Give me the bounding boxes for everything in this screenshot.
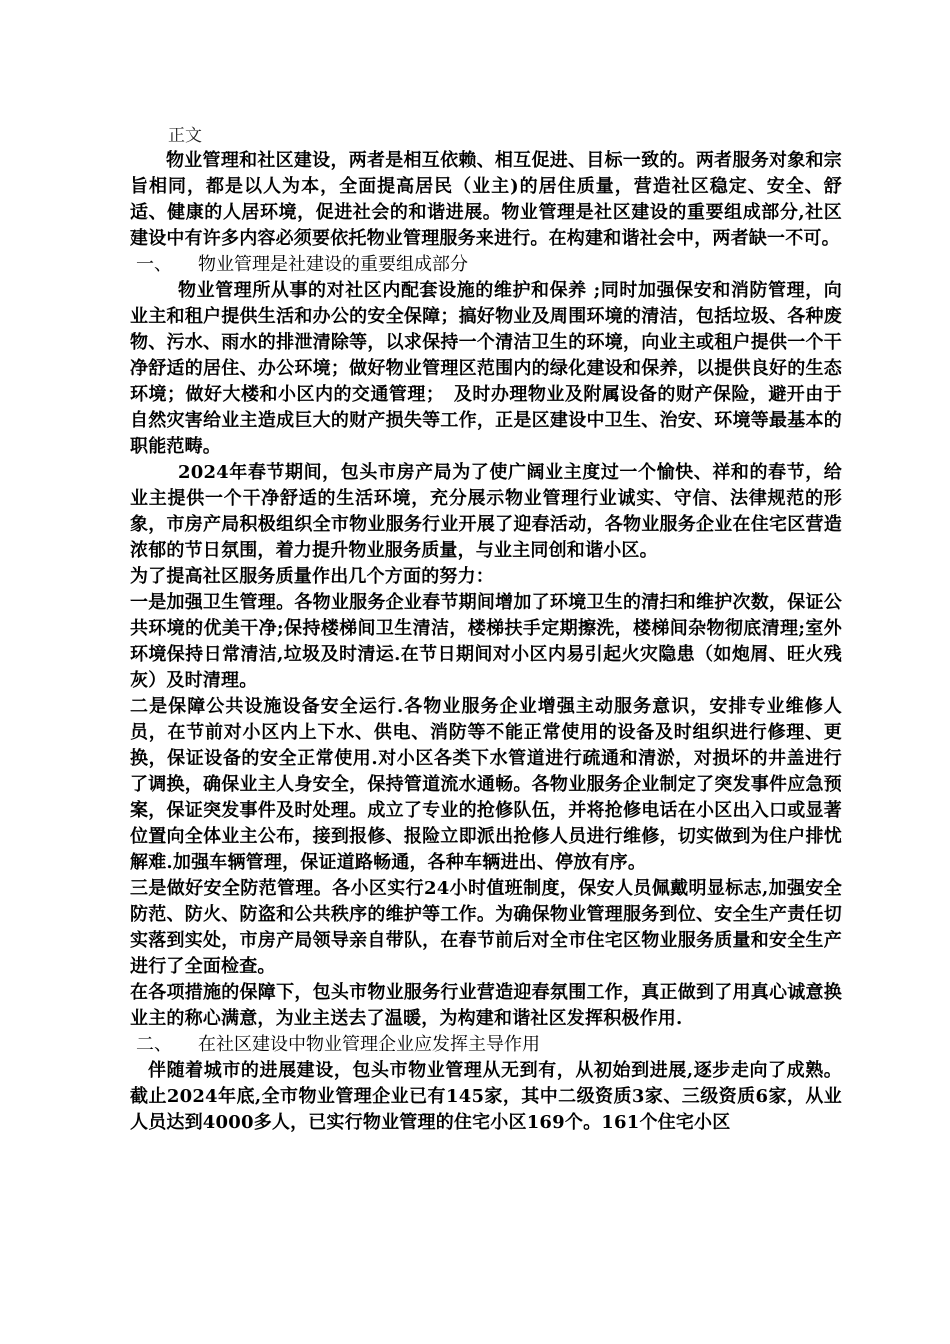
paragraph-conclusion: 在各项措施的保障下，包头市物业服务行业营造迎春氛围工作，真正做到了用真心诚意换业主的称心满意，为业主送去了温暖，为构建和谐社区发挥积极作用. [130, 982, 842, 1029]
section-title: 在社区建设中物业管理企业应发挥主导作用 [198, 1034, 540, 1055]
section-title: 物业管理是社建设的重要组成部分 [198, 254, 468, 275]
document-body [130, 124, 842, 1136]
section-heading-1 [130, 252, 842, 278]
paragraph-efforts-intro: 为了提高社区服务质量作出几个方面的努力： [130, 566, 494, 587]
paragraph-city-development: 伴随着城市的进展建设，包头市物业管理从无到有，从初始到进展,逐步走向了成熟。截止2024年底,全市物业管理企业已有145家，其中二级资质3家、三级资质6家，从业人员达到4000多人，已实行物业管理的住宅小区169个。161个住宅小区 [130, 1060, 842, 1133]
section-number: 一、 [136, 254, 172, 275]
document-label: 正文 [168, 126, 202, 146]
paragraph-effort-3: 三是做好安全防范管理。各小区实行24小时值班制度，保安人员佩戴明显标志,加强安全防范、防火、防盗和公共秩序的维护等工作。为确保物业管理服务到位、安全生产责任切实落到实处，市房产局领导亲自带队，在春节前后对全市住宅区物业服务质量和安全生产进行了全面检查。 [130, 878, 842, 977]
section-heading-2 [130, 1032, 842, 1058]
paragraph-spring-festival: 2024年春节期间，包头市房产局为了使广阔业主度过一个愉快、祥和的春节，给业主提供一个干净舒适的生活环境，充分展示物业管理行业诚实、守信、法律规范的形象，市房产局积极组织全市物业服务行业开展了迎春活动，各物业服务企业在住宅区营造浓郁的节日氛围，着力提升物业服务质量，与业主同创和谐小区。 [130, 462, 842, 561]
paragraph-effort-1: 一是加强卫生管理。各物业服务企业春节期间增加了环境卫生的清扫和维护次数，保证公共环境的优美干净;保持楼梯间卫生清洁，楼梯扶手定期擦洗，楼梯间杂物彻底清理;室外环境保持日常清洁,垃圾及时清运.在节日期间对小区内易引起火灾隐患（如炮屑、旺火残灰）及时清理。 [130, 592, 842, 691]
paragraph-maintenance: 物业管理所从事的对社区内配套设施的维护和保养 ;同时加强保安和消防管理，向业主和租户提供生活和办公的安全保障；搞好物业及周围环境的清洁，包括垃圾、各种废物、污水、雨水的排泄清除等，以求保持一个清洁卫生的环境，向业主或租户提供一个干净舒适的居住、办公环境；做好物业管理区范围内的绿化建设和保养，以提供良好的生态环境；做好大楼和小区内的交通管理； 及时办理物业及附属设备的财产保险，避开由于自然灾害给业主造成巨大的财产损失等工作，正是区建设中卫生、治安、环境等最基本的职能范畴。 [130, 280, 842, 457]
paragraph-effort-2: 二是保障公共设施设备安全运行.各物业服务企业增强主动服务意识，安排专业维修人员，在节前对小区内上下水、供电、消防等不能正常使用的设备及时组织进行修理、更换，保证设备的安全正常使用.对小区各类下水管道进行疏通和清淤，对损坏的井盖进行了调换，确保业主人身安全，保持管道流水通畅。各物业服务企业制定了突发事件应急预案，保证突发事件及时处理。成立了专业的抢修队伍，并将抢修电话在小区出入口或显著位置向全体业主公布，接到报修、报险立即派出抢修人员进行维修，切实做到为住户排忧解难.加强车辆管理，保证道路畅通，各种车辆进出、停放有序。 [130, 696, 842, 873]
paragraph-intro: 物业管理和社区建设，两者是相互依赖、相互促进、目标一致的。两者服务对象和宗旨相同，都是以人为本，全面提高居民（业主)的居住质量，营造社区稳定、安全、舒适、健康的人居环境，促进社会的和谐进展。物业管理是社区建设的重要组成部分,社区建设中有许多内容必须要依托物业管理服务来进行。在构建和谐社会中，两者缺一不可。 [130, 150, 842, 249]
section-number: 二、 [136, 1034, 172, 1055]
